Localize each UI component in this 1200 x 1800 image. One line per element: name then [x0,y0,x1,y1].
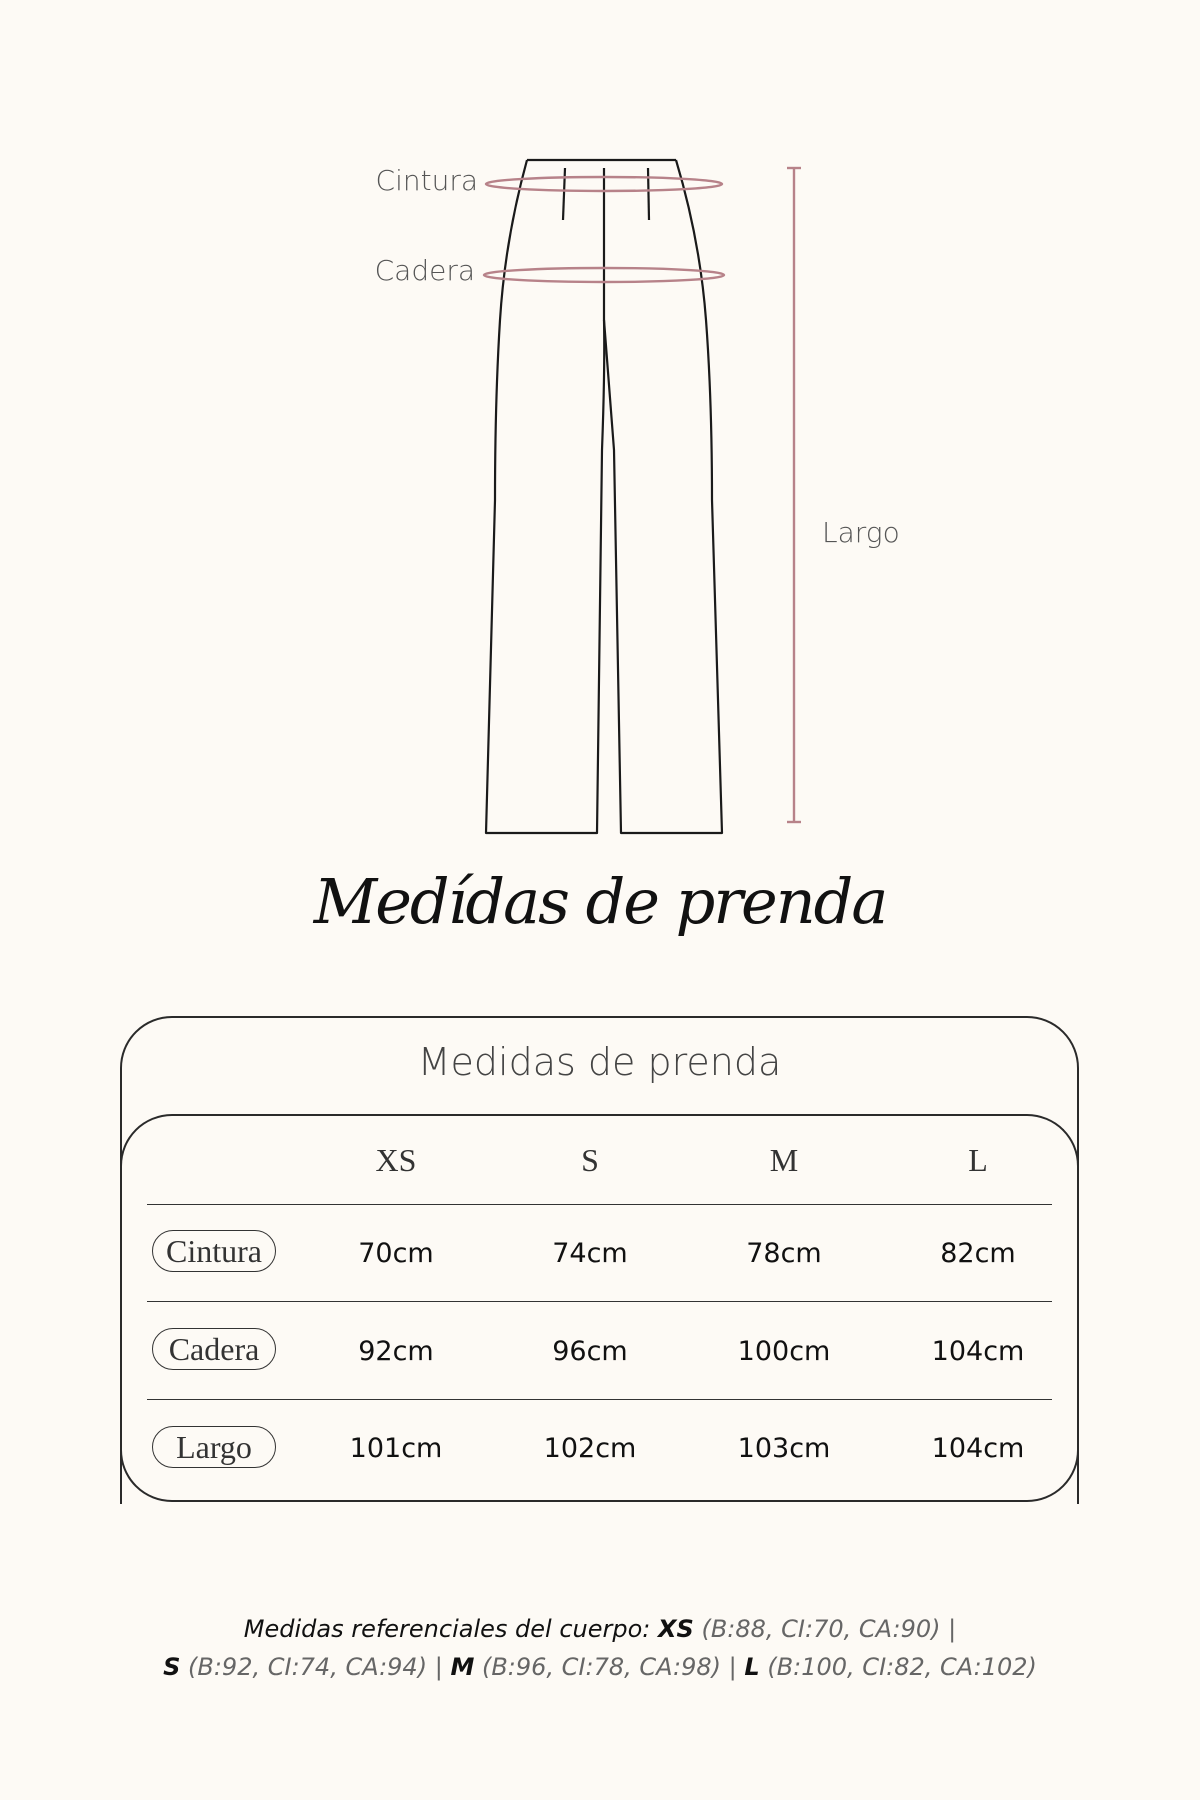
table-cell: 70cm [358,1238,434,1269]
body-measurements-note [0,1610,1200,1686]
length-label: Largo [822,516,900,549]
row-label-cintura: Cintura [152,1230,276,1272]
table-cell: 101cm [349,1433,443,1464]
waist-label: Cintura [375,164,478,197]
table-cell: 78cm [746,1238,822,1269]
footnote-size-xs: XS [658,1615,694,1643]
pants-diagram [0,0,1200,860]
page-title: Medídas de prenda [313,865,887,938]
size-header-s: S [581,1142,599,1178]
footnote-size-l: L [744,1653,760,1681]
row-divider [147,1204,1052,1205]
footnote-separator: | [728,1653,737,1681]
table-cell: 100cm [737,1336,831,1367]
size-header-l: L [968,1142,988,1178]
footnote-size-m: M [450,1653,475,1681]
footnote-intro: Medidas referenciales del cuerpo: [243,1615,651,1643]
footnote-separator: | [948,1615,957,1643]
footnote-values-m: (B:96, CI:78, CA:98) [481,1653,722,1681]
size-header-m: M [769,1142,799,1178]
length-measure-line [787,168,801,822]
table-cell: 104cm [931,1336,1025,1367]
size-header-xs: XS [375,1142,417,1178]
footnote-values-xs: (B:88, CI:70, CA:90) [701,1615,941,1643]
table-cell: 74cm [552,1238,628,1269]
row-divider [147,1399,1052,1400]
footnote-separator: | [434,1653,443,1681]
footnote-values-l: (B:100, CI:82, CA:102) [767,1653,1037,1681]
table-cell: 102cm [543,1433,637,1464]
table-cell: 82cm [940,1238,1016,1269]
table-cell: 103cm [737,1433,831,1464]
table-cell: 96cm [552,1336,628,1367]
hip-label: Cadera [374,254,475,287]
row-label-cadera: Cadera [152,1328,276,1370]
table-body [120,1114,1079,1504]
measurements-table [120,1016,1079,1502]
pants-outline [486,160,722,833]
footnote-values-s: (B:92, CI:74, CA:94) [188,1653,428,1681]
table-cell: 92cm [358,1336,434,1367]
table-cell: 104cm [931,1433,1025,1464]
row-label-largo: Largo [152,1426,276,1468]
row-divider [147,1301,1052,1302]
table-heading: Medidas de prenda [417,1040,782,1084]
footnote-size-s: S [163,1653,181,1681]
